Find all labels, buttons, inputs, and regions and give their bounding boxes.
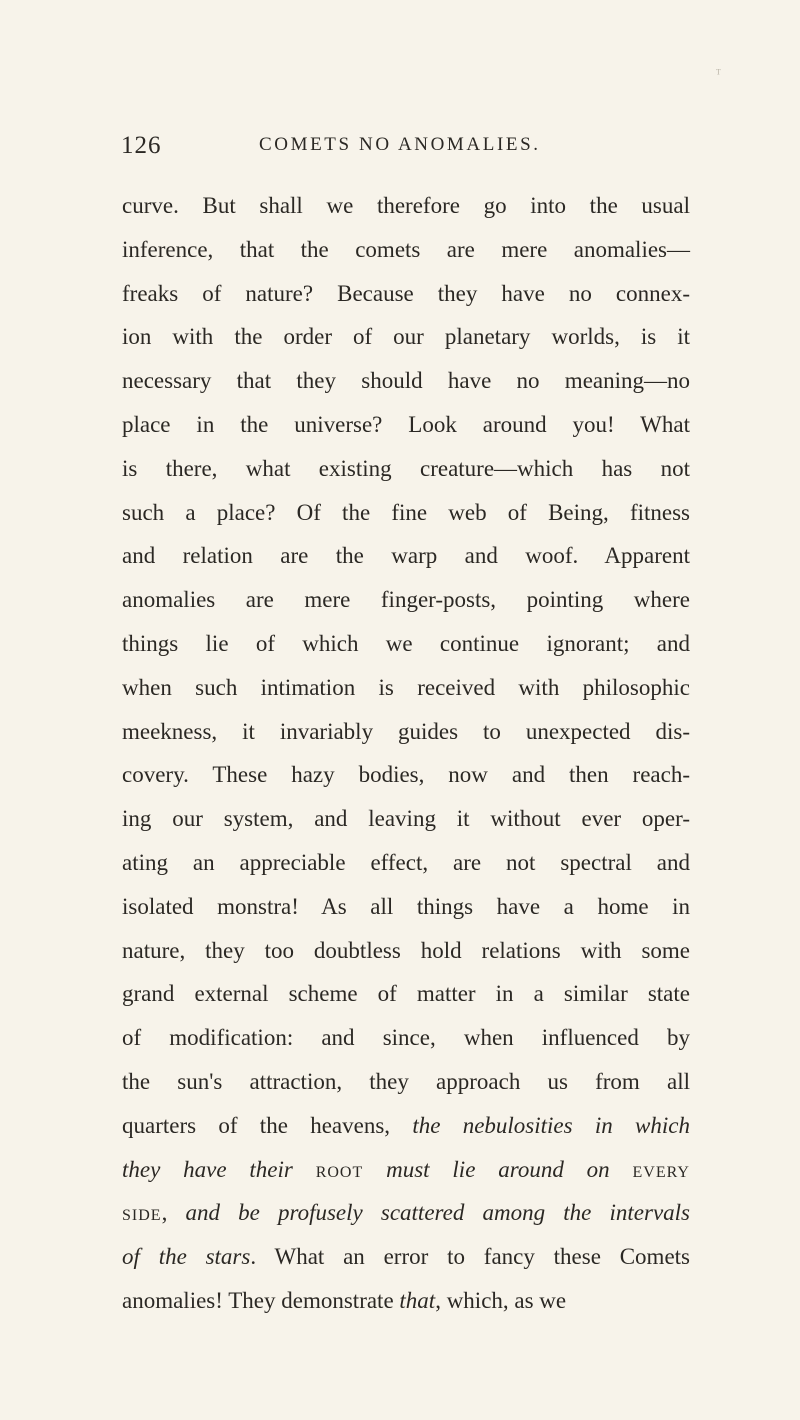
text-line xyxy=(122,228,690,272)
text-line xyxy=(122,1104,690,1148)
text-segment: when such intimation is received with philosophic xyxy=(122,674,690,700)
text-line xyxy=(122,797,690,841)
text-line xyxy=(122,184,690,228)
text-segment: such a place? Of the fine web of Being, fitness xyxy=(122,499,690,525)
text-segment: inference, that the comets are mere anomalies— xyxy=(122,236,690,262)
text-segment: anomalies! They demonstrate xyxy=(122,1287,400,1313)
text-segment: of modification: and since, when influenced by xyxy=(122,1025,690,1051)
text-segment: . What an error to fancy these Comets xyxy=(250,1244,690,1270)
small-caps-text: every xyxy=(632,1156,690,1182)
text-line xyxy=(122,622,690,666)
running-head-title: COMETS NO ANOMALIES. xyxy=(259,134,541,155)
text-line xyxy=(122,885,690,929)
text-segment: freaks of nature? Because they have no connex- xyxy=(122,280,690,306)
text-segment: covery. These hazy bodies, now and then reach- xyxy=(122,762,690,788)
text-line xyxy=(122,403,690,447)
text-line xyxy=(122,315,690,359)
text-segment: is there, what existing creature—which has not xyxy=(122,455,690,481)
text-segment: necessary that they should have no meaning—no xyxy=(122,368,690,394)
text-segment: things lie of which we continue ignorant; and xyxy=(122,630,690,656)
italic-text: of the stars xyxy=(122,1244,251,1270)
text-segment: anomalies are mere finger-posts, pointing where xyxy=(122,587,690,613)
text-segment: quarters of the heavens, xyxy=(122,1112,413,1138)
page-number: 126 xyxy=(121,132,162,159)
text-line xyxy=(122,1191,690,1235)
text-line xyxy=(122,1148,690,1192)
text-line xyxy=(122,666,690,710)
text-segment: nature, they too doubtless hold relations with some xyxy=(122,937,690,963)
text-line xyxy=(122,1016,690,1060)
text-segment: grand external scheme of matter in a similar state xyxy=(122,981,690,1007)
text-line xyxy=(122,359,690,403)
text-line xyxy=(122,578,690,622)
italic-text: must lie around on xyxy=(363,1156,633,1182)
text-line xyxy=(122,753,690,797)
italic-text: they have their xyxy=(122,1156,316,1182)
italic-text: that xyxy=(399,1287,436,1313)
text-segment: and relation are the warp and woof. Apparent xyxy=(122,543,690,569)
text-segment: ing our system, and leaving it without ever oper- xyxy=(122,806,690,832)
italic-text: the nebulosities in which xyxy=(412,1112,690,1138)
text-segment: meekness, it invariably guides to unexpected dis- xyxy=(122,718,690,744)
text-line xyxy=(122,447,690,491)
text-segment: curve. But shall we therefore go into the usual xyxy=(122,193,690,218)
text-line xyxy=(122,491,690,535)
text-line xyxy=(122,929,690,973)
small-caps-text: side xyxy=(122,1200,162,1226)
italic-text: and be profusely scattered among the intervals xyxy=(185,1200,690,1226)
stray-mark: ᵀ xyxy=(716,66,721,81)
running-head xyxy=(121,132,681,166)
text-line xyxy=(122,710,690,754)
text-segment: ating an appreciable effect, are not spectral and xyxy=(122,849,690,875)
small-caps-text: root xyxy=(315,1156,364,1182)
text-segment: isolated monstra! As all things have a home in xyxy=(122,893,690,919)
text-line xyxy=(122,1235,690,1279)
text-segment: , which, as we xyxy=(435,1287,567,1313)
text-line xyxy=(122,272,690,316)
text-line xyxy=(122,841,690,885)
text-line xyxy=(122,972,690,1016)
text-segment: the sun's attraction, they approach us from all xyxy=(122,1068,690,1094)
text-segment: place in the universe? Look around you! What xyxy=(122,411,690,437)
text-segment: , xyxy=(161,1200,186,1226)
body-text xyxy=(122,184,690,1323)
text-line xyxy=(122,1279,690,1323)
text-line xyxy=(122,534,690,578)
text-line xyxy=(122,1060,690,1104)
text-segment: ion with the order of our planetary worlds, is it xyxy=(122,324,690,350)
